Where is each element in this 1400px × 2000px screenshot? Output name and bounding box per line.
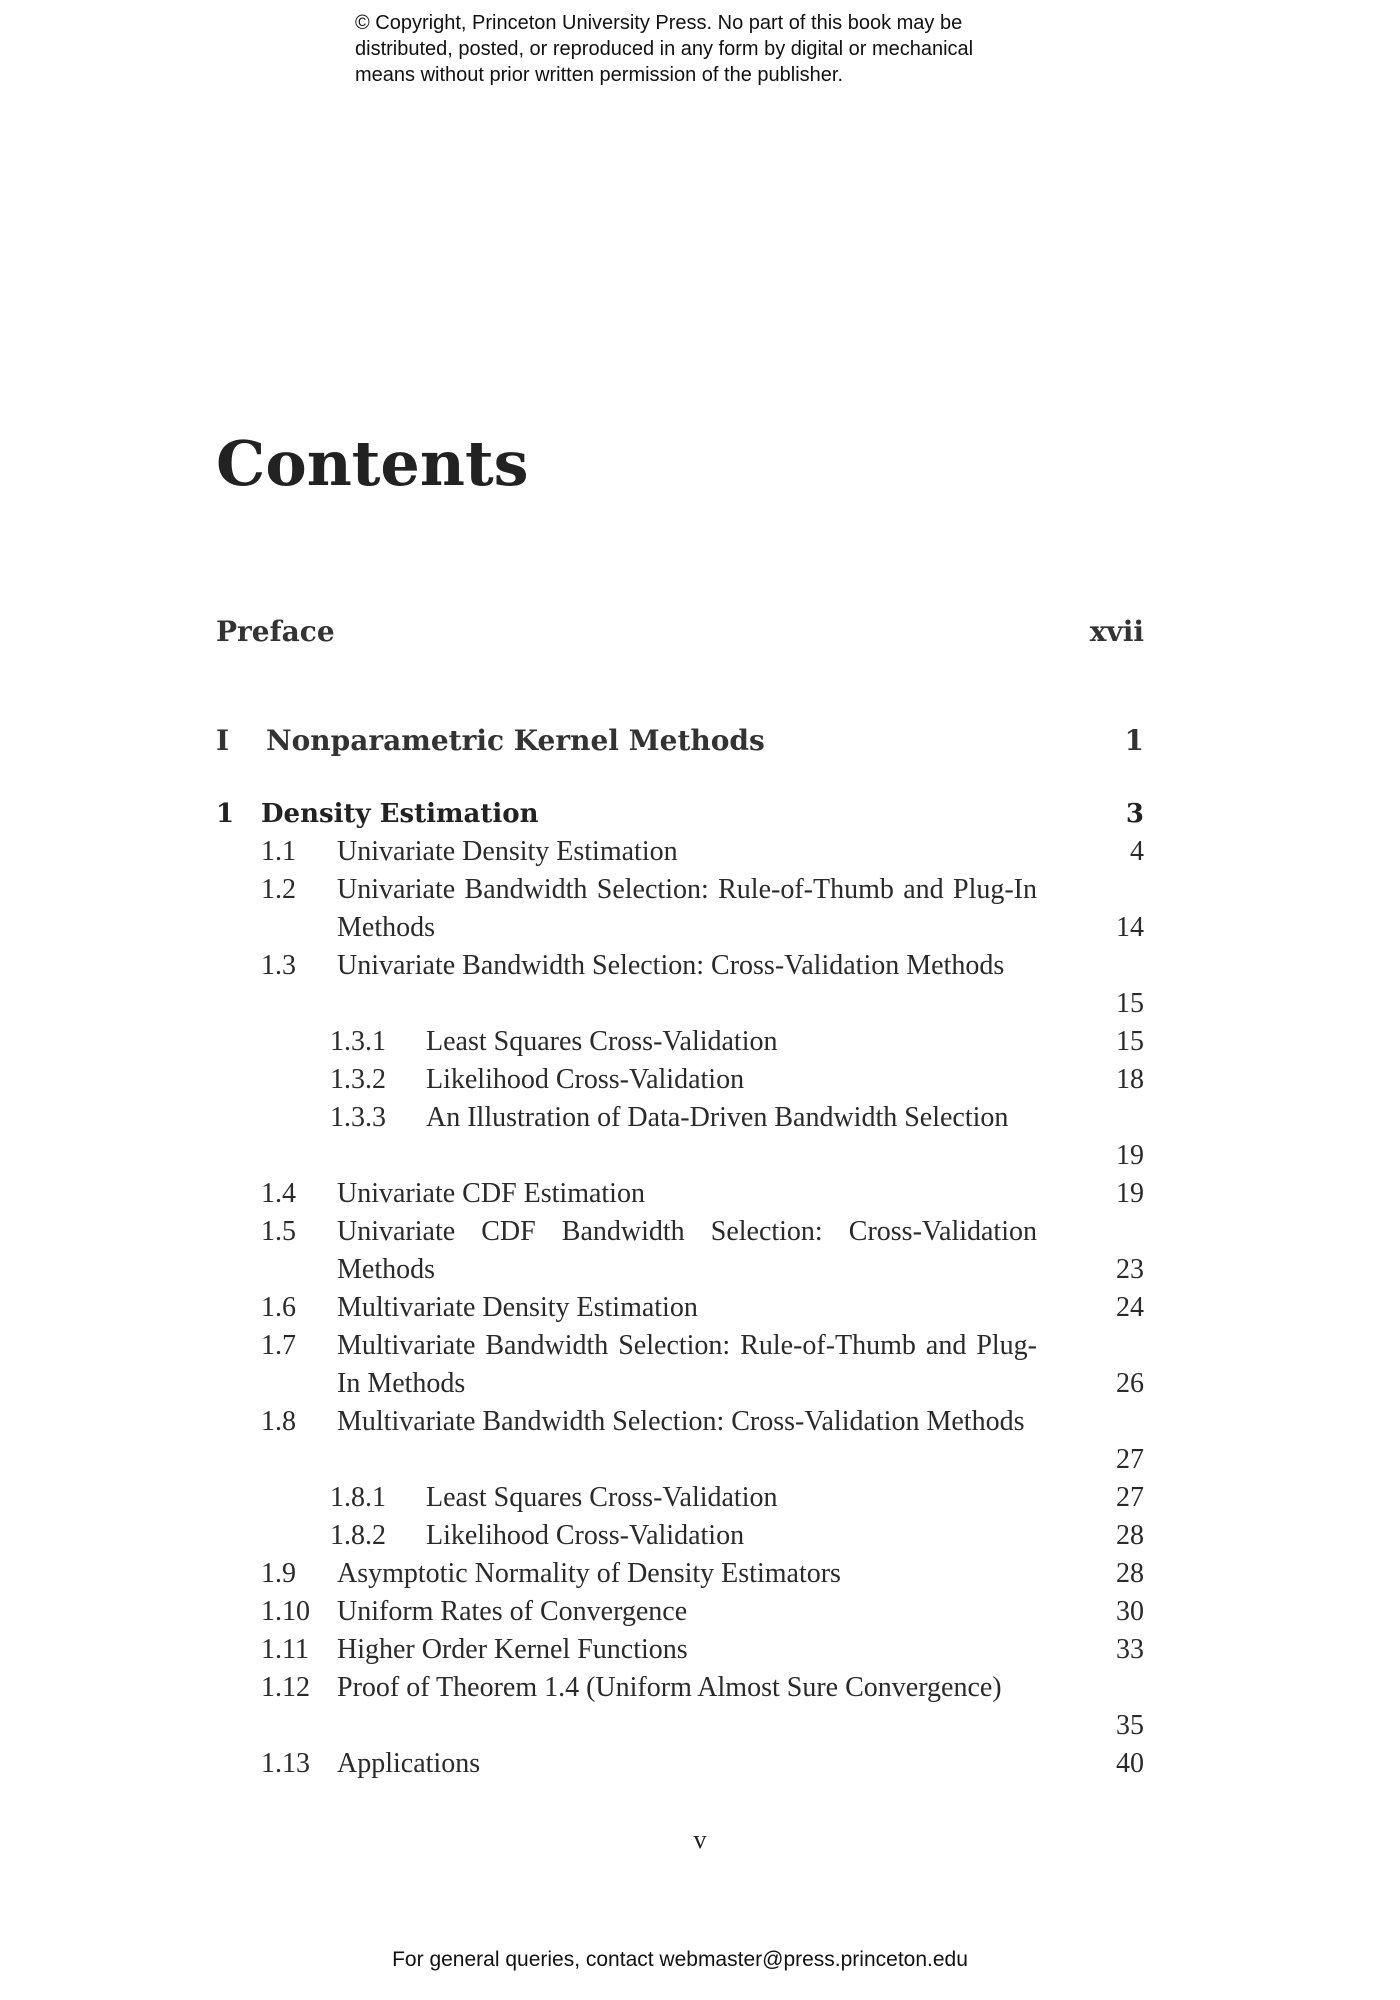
toc-section-number: 1.10 xyxy=(261,1596,310,1627)
toc-entry-label: Univariate CDF Bandwidth Selection: Cross-Validation Methods xyxy=(337,1216,1037,1285)
toc-entry-page: 4 xyxy=(1130,836,1144,867)
toc-section-number: 1.3.1 xyxy=(330,1026,386,1057)
toc-entry-label: Nonparametric Kernel Methods xyxy=(266,724,765,757)
toc-entry-page: 33 xyxy=(1116,1634,1144,1665)
toc-entry-label: Multivariate Density Estimation xyxy=(337,1292,698,1323)
toc-entry-label: Least Squares Cross-Validation xyxy=(426,1482,778,1513)
page-number: v xyxy=(693,1825,707,1854)
toc-entry-page: 27 xyxy=(1116,1482,1144,1513)
toc-entry-label: Applications xyxy=(337,1748,481,1779)
toc-section-number: 1.7 xyxy=(261,1330,296,1361)
toc-entry-label: Asymptotic Normality of Density Estimators xyxy=(337,1558,841,1589)
toc-section-number: 1.8.2 xyxy=(330,1520,386,1551)
toc-section-number: 1.4 xyxy=(261,1178,296,1209)
toc-section-number: 1.8.1 xyxy=(330,1482,386,1513)
toc-entry-page: xvii xyxy=(1089,615,1144,648)
toc-entry-label: An Illustration of Data-Driven Bandwidth Selection xyxy=(426,1102,1009,1133)
toc-entry-label: Proof of Theorem 1.4 (Uniform Almost Sure Convergence) xyxy=(337,1672,1002,1703)
toc-entry-page: 35 xyxy=(1116,1710,1144,1741)
toc-entry-page: 1 xyxy=(1124,724,1144,757)
copyright-line: means without prior written permission of the publisher. xyxy=(355,64,844,86)
toc-entry-page: 28 xyxy=(1116,1558,1144,1589)
toc-entry-label: Uniform Rates of Convergence xyxy=(337,1596,688,1627)
toc-entry-label: Likelihood Cross-Validation xyxy=(426,1520,745,1551)
toc-chapter-number: 1 xyxy=(216,799,235,829)
copyright-notice xyxy=(355,10,1075,88)
toc-section-number: 1.3 xyxy=(261,950,296,981)
toc-section-number: 1.2 xyxy=(261,874,296,905)
toc-section-number: 1.1 xyxy=(261,836,296,867)
toc-entry-page: 24 xyxy=(1116,1292,1144,1323)
toc-section-number: 1.8 xyxy=(261,1406,296,1437)
toc-entry-page: 18 xyxy=(1116,1064,1144,1095)
toc-entry-page: 28 xyxy=(1116,1520,1144,1551)
toc-entry-label: Univariate Bandwidth Selection: Cross-Validation Methods xyxy=(337,950,1005,981)
toc-entry-label: Multivariate Bandwidth Selection: Rule-of-Thumb and Plug-In Methods xyxy=(337,1330,1037,1399)
footer-contact: For general queries, contact webmaster@press.princeton.edu xyxy=(392,1948,968,1971)
toc-entry-page: 19 xyxy=(1116,1178,1144,1209)
toc-section-number: 1.11 xyxy=(261,1634,309,1665)
toc-entry-page: 3 xyxy=(1125,799,1144,829)
toc-entry-label: Least Squares Cross-Validation xyxy=(426,1026,778,1057)
toc-entry-label: Density Estimation xyxy=(261,799,539,829)
copyright-line: © Copyright, Princeton University Press. No part of this book may be xyxy=(355,12,963,34)
toc-entry-page: 14 xyxy=(1116,912,1144,943)
toc-part-number: I xyxy=(216,724,230,757)
toc-section-number: 1.3.3 xyxy=(330,1102,386,1133)
toc-section-number: 1.3.2 xyxy=(330,1064,386,1095)
toc-entry-label: Higher Order Kernel Functions xyxy=(337,1634,688,1665)
toc-section-number: 1.5 xyxy=(261,1216,296,1247)
toc-entry-page: 15 xyxy=(1116,988,1144,1019)
toc-entry-page: 19 xyxy=(1116,1140,1144,1171)
toc-entry-page: 23 xyxy=(1116,1254,1144,1285)
toc-section-number: 1.6 xyxy=(261,1292,296,1323)
toc-entry-label: Univariate CDF Estimation xyxy=(337,1178,645,1209)
toc-entry-label: Multivariate Bandwidth Selection: Cross-Validation Methods xyxy=(337,1406,1025,1437)
toc-entry-page: 30 xyxy=(1116,1596,1144,1627)
toc-entry-label: Likelihood Cross-Validation xyxy=(426,1064,745,1095)
copyright-line: distributed, posted, or reproduced in any form by digital or mechanical xyxy=(355,38,974,60)
toc-entry-label: Univariate Bandwidth Selection: Rule-of-Thumb and Plug-In Methods xyxy=(337,874,1037,943)
page-title: Contents xyxy=(216,427,529,500)
toc-entry-page: 27 xyxy=(1116,1444,1144,1475)
toc-entry-page: 40 xyxy=(1116,1748,1144,1779)
toc-entry-label: Univariate Density Estimation xyxy=(337,836,678,867)
toc-section-number: 1.13 xyxy=(261,1748,310,1779)
toc-section-number: 1.12 xyxy=(261,1672,310,1703)
toc-entry-page: 26 xyxy=(1116,1368,1144,1399)
toc-entry-label: Preface xyxy=(216,615,335,648)
toc-section-number: 1.9 xyxy=(261,1558,296,1589)
toc-entry-page: 15 xyxy=(1116,1026,1144,1057)
